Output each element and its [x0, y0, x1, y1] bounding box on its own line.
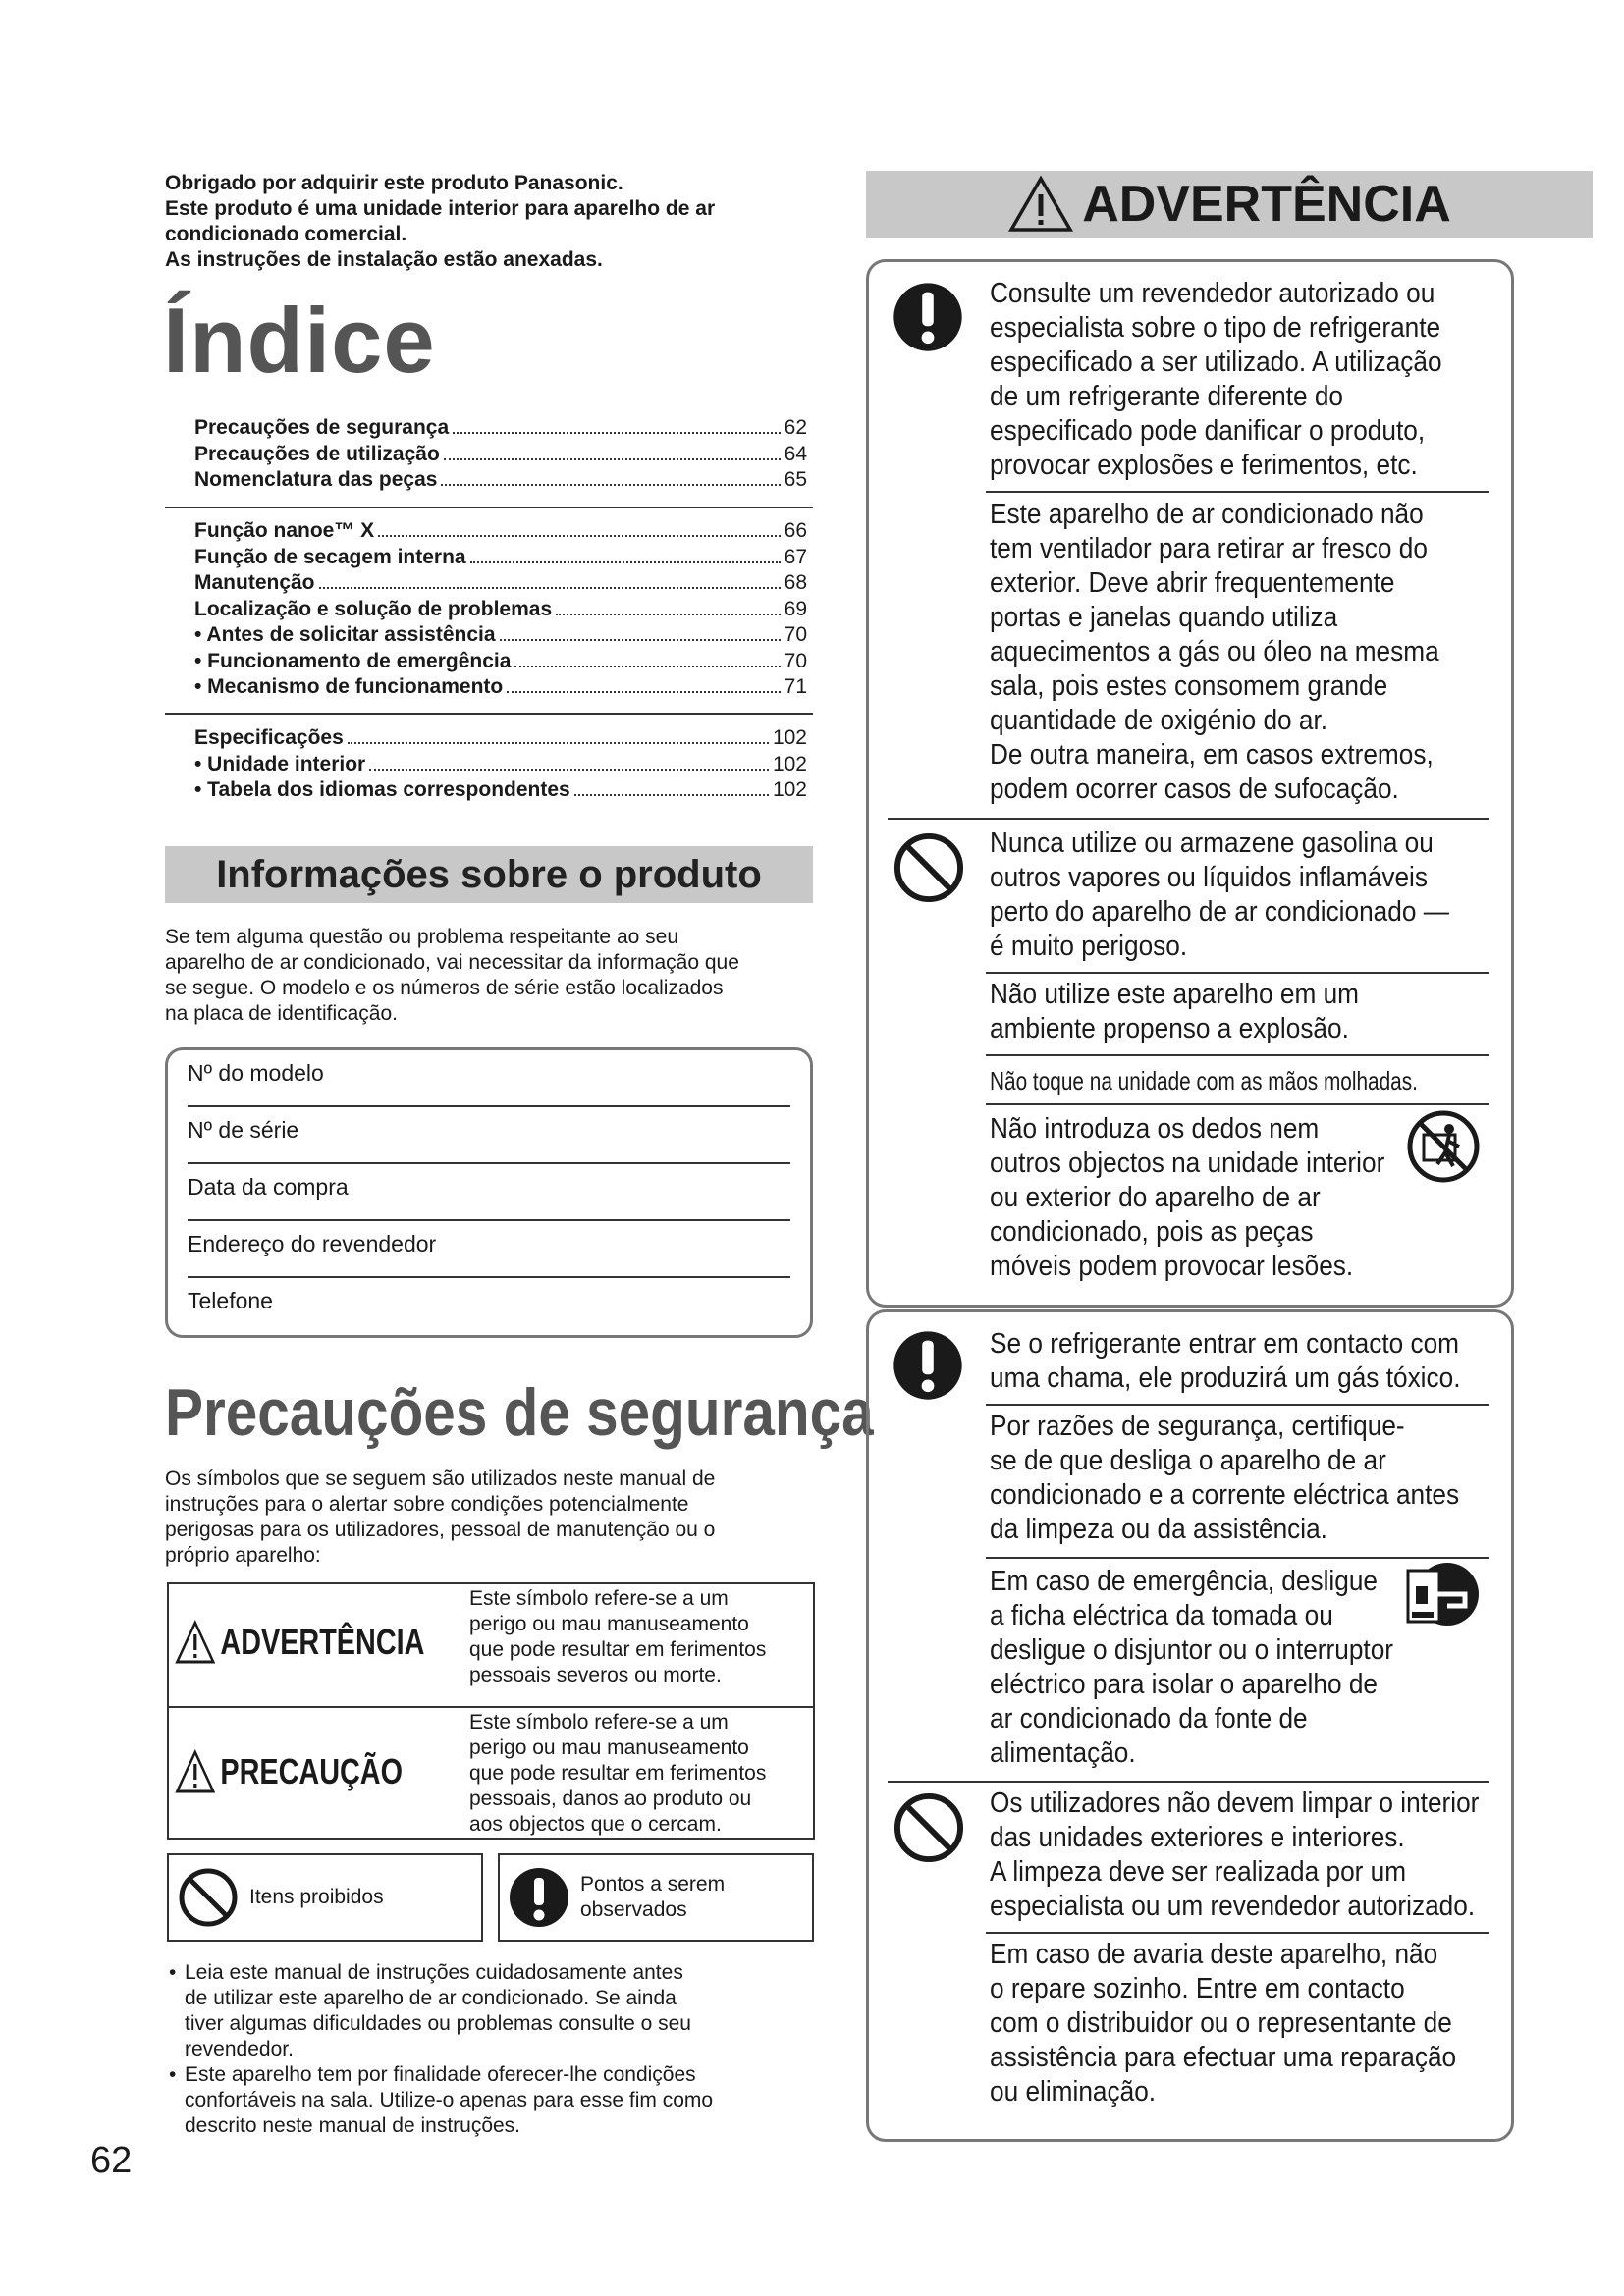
divider [986, 1054, 1489, 1056]
caution-symbol-row [169, 1708, 813, 1838]
text-line: Nunca utilize ou armazene gasolina ou [990, 828, 1434, 859]
toc-leader-dots [444, 458, 781, 460]
warning-text-switch-off [990, 1410, 1460, 1547]
toc-entry[interactable] [194, 726, 807, 753]
text-line: podem ocorrer casos de sufocação. [990, 774, 1399, 805]
toc-entry-label: • Antes de solicitar assistência [194, 623, 496, 646]
text-line: provocar explosões e ferimentos, etc. [990, 450, 1418, 481]
warning-header [866, 171, 1593, 238]
text-line: portas e janelas quando utiliza [990, 602, 1338, 633]
text-line: outros vapores ou líquidos inflamáveis [990, 862, 1428, 893]
toc-entry-page: 102 [772, 778, 807, 801]
dealer-address-field[interactable]: Endereço do revendedor [188, 1221, 790, 1278]
desc-line: Se tem alguma questão ou problema respeitante ao seu [165, 926, 679, 948]
serial-number-field[interactable]: Nº de série [188, 1107, 790, 1164]
desc-line: próprio aparelho: [165, 1544, 321, 1567]
bullet-item [167, 1960, 819, 2062]
toc-entry-label: • Tabela dos idiomas correspondentes [194, 778, 570, 801]
text-line: exterior. Deve abrir frequentemente [990, 567, 1395, 599]
toc-leader-dots [500, 639, 781, 641]
desc-line: instruções para o alertar sobre condições potencialmente [165, 1493, 689, 1516]
text-line: móveis podem provocar lesões. [990, 1251, 1354, 1282]
toc-entry[interactable] [194, 675, 807, 702]
toc-entry-page: 70 [784, 649, 807, 672]
warning-text-cleaning [990, 1787, 1480, 1924]
bullet-line: de utilizar este aparelho de ar condicionado. Se ainda [185, 1987, 677, 2009]
observe-line: Pontos a serem [580, 1873, 726, 1896]
telephone-field[interactable]: Telefone [188, 1288, 273, 1313]
toc-entry-label: Manutenção [194, 571, 315, 594]
text-line: aos objectos que o cercam. [469, 1813, 722, 1836]
safety-description [165, 1467, 823, 1569]
text-line: ou eliminação. [990, 2076, 1157, 2108]
prohibited-icon [177, 1866, 240, 1929]
text-line: Em caso de avaria deste aparelho, não [990, 1939, 1438, 1970]
warning-symbol-label [175, 1620, 424, 1665]
text-line: se de que desliga o aparelho de ar [990, 1445, 1386, 1476]
text-line: pessoais, danos ao produto ou [469, 1788, 752, 1810]
warning-text-explosive-environment [990, 978, 1454, 1046]
desc-line: se segue. O modelo e os números de série estão localizados [165, 977, 724, 999]
text-line: pessoais severos ou morte. [469, 1664, 722, 1686]
intro-line: Este produto é uma unidade interior para aparelho de ar [165, 197, 716, 220]
bullet-line: descrito neste manual de instruções. [185, 2114, 521, 2137]
divider [986, 1404, 1489, 1406]
intro-line: Obrigado por adquirir este produto Panasonic. [165, 172, 623, 194]
index-title: Índice [163, 289, 436, 392]
text-line: perto do aparelho de ar condicionado — [990, 896, 1449, 928]
toc-entry-page: 102 [772, 752, 807, 775]
observe-label [580, 1872, 725, 1923]
toc-entry-label: • Unidade interior [194, 752, 366, 775]
toc-entry[interactable] [194, 753, 807, 779]
text-line: especificado a ser utilizado. A utilização [990, 347, 1442, 378]
toc-entry-page: 70 [784, 623, 807, 646]
desc-line: aparelho de ar condicionado, vai necessitar da informação que [165, 951, 739, 974]
toc-leader-dots [514, 666, 780, 667]
bullet-list [167, 1960, 819, 2139]
text-line: quantidade de oxigénio do ar. [990, 705, 1328, 736]
text-line: Se o refrigerante entrar em contacto com [990, 1328, 1460, 1360]
toc-entry[interactable] [194, 778, 807, 805]
divider [986, 1932, 1489, 1934]
toc-entry-label: Nomenclatura das peças [194, 468, 438, 491]
warning-triangle-icon [1007, 175, 1074, 234]
toc-entry-page: 65 [784, 468, 807, 491]
caution-symbol-text [469, 1710, 811, 1838]
product-info-title: Informações sobre o produto [165, 846, 813, 903]
toc-entry[interactable] [194, 598, 807, 624]
toc-entry[interactable] [194, 519, 807, 546]
text-line: desligue o disjuntor ou o interruptor [990, 1634, 1394, 1666]
warning-text-toxic-gas [990, 1327, 1461, 1396]
text-line: Por razões de segurança, certifique- [990, 1411, 1405, 1442]
intro-line: condicionado comercial. [165, 223, 407, 245]
purchase-date-field[interactable]: Data da compra [188, 1164, 790, 1221]
text-line: Este símbolo refere-se a um [469, 1587, 729, 1610]
toc-entry-page: 69 [784, 597, 807, 620]
bullet-line: • Este aparelho tem por finalidade oferecer-lhe condições [185, 2063, 696, 2086]
text-line: alimentação. [990, 1737, 1136, 1769]
text-line: ar condicionado da fonte de [990, 1703, 1308, 1735]
toc-leader-dots [507, 691, 780, 693]
text-line: eléctrico para isolar o aparelho de [990, 1669, 1378, 1700]
text-line: é muito perigoso. [990, 931, 1188, 962]
text-line: a ficha eléctrica da tomada ou [990, 1600, 1333, 1631]
toc-entry-page: 66 [784, 519, 807, 542]
warning-text-emergency [990, 1565, 1454, 1771]
toc-entry-page: 67 [784, 545, 807, 568]
text-line: Este símbolo refere-se a um [469, 1711, 729, 1734]
divider [986, 1557, 1489, 1559]
toc-leader-dots [348, 742, 769, 744]
text-line: Este aparelho de ar condicionado não [990, 499, 1424, 530]
toc-leader-dots [453, 432, 781, 434]
warning-text-refrigerant-type [990, 277, 1454, 483]
text-line: perigo ou mau manuseamento [469, 1613, 749, 1635]
toc-entry-label: Precauções de utilização [194, 442, 440, 465]
toc-group [194, 519, 807, 702]
text-line: das unidades exteriores e interiores. [990, 1822, 1405, 1853]
prohibited-label: Itens proibidos [249, 1886, 384, 1908]
divider [888, 818, 1489, 820]
divider [888, 1781, 1489, 1783]
toc-entry[interactable] [194, 443, 807, 469]
warning-text-repair [990, 1938, 1457, 2109]
caution-triangle-icon [175, 1749, 216, 1794]
text-line: ambiente propenso a explosão. [990, 1013, 1349, 1044]
text-line: Não introduza os dedos nem [990, 1113, 1320, 1145]
text-line: uma chama, ele produzirá um gás tóxico. [990, 1362, 1461, 1394]
text-line: Em caso de emergência, desligue [990, 1566, 1378, 1597]
warning-text-wet-hands [990, 1064, 1418, 1098]
model-number-field[interactable]: Nº do modelo [188, 1050, 790, 1107]
mandatory-icon [508, 1866, 570, 1929]
text-line: Não utilize este aparelho em um [990, 979, 1360, 1010]
toc-entry[interactable] [194, 623, 807, 650]
mandatory-icon [892, 1329, 964, 1402]
bullet-line: tiver algumas dificuldades ou problemas consulte o seu [185, 2012, 691, 2035]
text-line: Não toque na unidade com as mãos molhadas. [990, 1066, 1418, 1095]
warning-label-text: ADVERTÊNCIA [220, 1622, 425, 1662]
text-line: o repare sozinho. Entre em contacto [990, 1973, 1405, 2004]
text-line: aquecimentos a gás ou óleo na mesma [990, 636, 1439, 667]
text-line: especialista ou um revendedor autorizado. [990, 1891, 1476, 1922]
desc-line: na placa de identificação. [165, 1002, 398, 1025]
toc-group [194, 416, 807, 495]
toc-leader-dots [470, 561, 781, 563]
caution-symbol-label [175, 1749, 403, 1794]
intro-text [165, 171, 813, 273]
text-line: perigo ou mau manuseamento [469, 1736, 749, 1759]
warning-text-flammable [990, 827, 1454, 964]
warning-text-ventilation [990, 498, 1454, 807]
bullet-line: • Leia este manual de instruções cuidadosamente antes [185, 1961, 683, 1984]
page-number: 62 [90, 2140, 133, 2181]
bullet-item [167, 2062, 819, 2139]
divider [986, 972, 1489, 974]
text-line: ou exterior do aparelho de ar [990, 1182, 1321, 1213]
toc-entry-label: Função nanoe™ X [194, 519, 375, 542]
toc-entry-label: Função de secagem interna [194, 545, 466, 568]
desc-line: perigosas para os utilizadores, pessoal de manutenção ou o [165, 1519, 716, 1541]
product-info-form [165, 1047, 813, 1338]
text-line: Consulte um revendedor autorizado ou [990, 278, 1435, 309]
product-info-description [165, 925, 819, 1027]
text-line: condicionado e a corrente eléctrica antes [990, 1479, 1460, 1511]
caution-label-text: PRECAUÇÃO [220, 1751, 404, 1791]
text-line: tem ventilador para retirar ar fresco do [990, 533, 1428, 564]
text-line: especialista sobre o tipo de refrigerante [990, 312, 1441, 344]
text-line: sala, pois estes consomem grande [990, 670, 1388, 702]
text-line: que pode resultar em ferimentos [469, 1638, 767, 1661]
toc-entry[interactable] [194, 571, 807, 598]
text-line: A limpeza deve ser realizada por um [990, 1856, 1407, 1888]
divider [986, 491, 1489, 493]
toc-entry[interactable] [194, 650, 807, 676]
prohibited-icon [892, 1790, 966, 1865]
text-line: condicionado, pois as peças [990, 1216, 1314, 1248]
prohibited-items-legend [167, 1853, 483, 1942]
toc-leader-dots [574, 794, 769, 796]
toc-entry[interactable] [194, 546, 807, 572]
safety-title: Precauções de segurança [165, 1375, 874, 1450]
toc-entry-label: Especificações [194, 726, 344, 749]
toc-entry-label: Localização e solução de problemas [194, 597, 553, 620]
toc-entry-label: • Funcionamento de emergência [194, 649, 512, 672]
intro-line: As instruções de instalação estão anexadas. [165, 248, 603, 271]
toc-leader-dots [319, 587, 781, 589]
toc-divider [165, 507, 813, 508]
bullet-line: revendedor. [185, 2038, 294, 2060]
symbol-table [167, 1582, 815, 1840]
toc-entry-page: 62 [784, 416, 807, 439]
toc-group [194, 726, 807, 805]
text-line: Os utilizadores não devem limpar o interior [990, 1788, 1480, 1819]
warning-symbol-row [169, 1584, 813, 1708]
text-line: especificado pode danificar o produto, [990, 415, 1426, 447]
desc-line: Os símbolos que se seguem são utilizados neste manual de [165, 1468, 716, 1490]
text-line: outros objectos na unidade interior [990, 1148, 1385, 1179]
prohibited-icon [892, 830, 966, 905]
toc-entry-page: 64 [784, 442, 807, 465]
toc-entry[interactable] [194, 416, 807, 443]
mandatory-icon [892, 281, 964, 353]
toc-entry-page: 71 [784, 675, 807, 698]
toc-entry-label: Precauções de segurança [194, 416, 450, 439]
toc-leader-dots [556, 614, 781, 615]
bullet-line: confortáveis na sala. Utilize-o apenas para esse fim como [185, 2089, 714, 2111]
points-to-observe-legend [498, 1853, 814, 1942]
toc-leader-dots [369, 769, 769, 771]
toc-leader-dots [378, 535, 780, 537]
text-line: que pode resultar em ferimentos [469, 1762, 767, 1785]
warning-triangle-icon [175, 1620, 216, 1665]
warning-header-text: ADVERTÊNCIA [1082, 176, 1451, 233]
toc-entry-page: 68 [784, 571, 807, 594]
toc-divider [165, 713, 813, 715]
warning-symbol-text [469, 1586, 811, 1688]
toc-entry-page: 102 [772, 726, 807, 749]
text-line: da limpeza ou da assistência. [990, 1514, 1327, 1545]
text-line: com o distribuidor ou o representante de [990, 2007, 1452, 2039]
toc-leader-dots [441, 484, 780, 486]
observe-line: observados [580, 1898, 687, 1921]
toc-entry[interactable] [194, 468, 807, 495]
divider [986, 1103, 1489, 1105]
text-line: De outra maneira, em casos extremos, [990, 739, 1434, 771]
text-line: de um refrigerante diferente do [990, 381, 1344, 412]
text-line: assistência para efectuar uma reparação [990, 2042, 1457, 2073]
warning-text-fingers [990, 1112, 1454, 1284]
toc-entry-label: • Mecanismo de funcionamento [194, 675, 504, 698]
